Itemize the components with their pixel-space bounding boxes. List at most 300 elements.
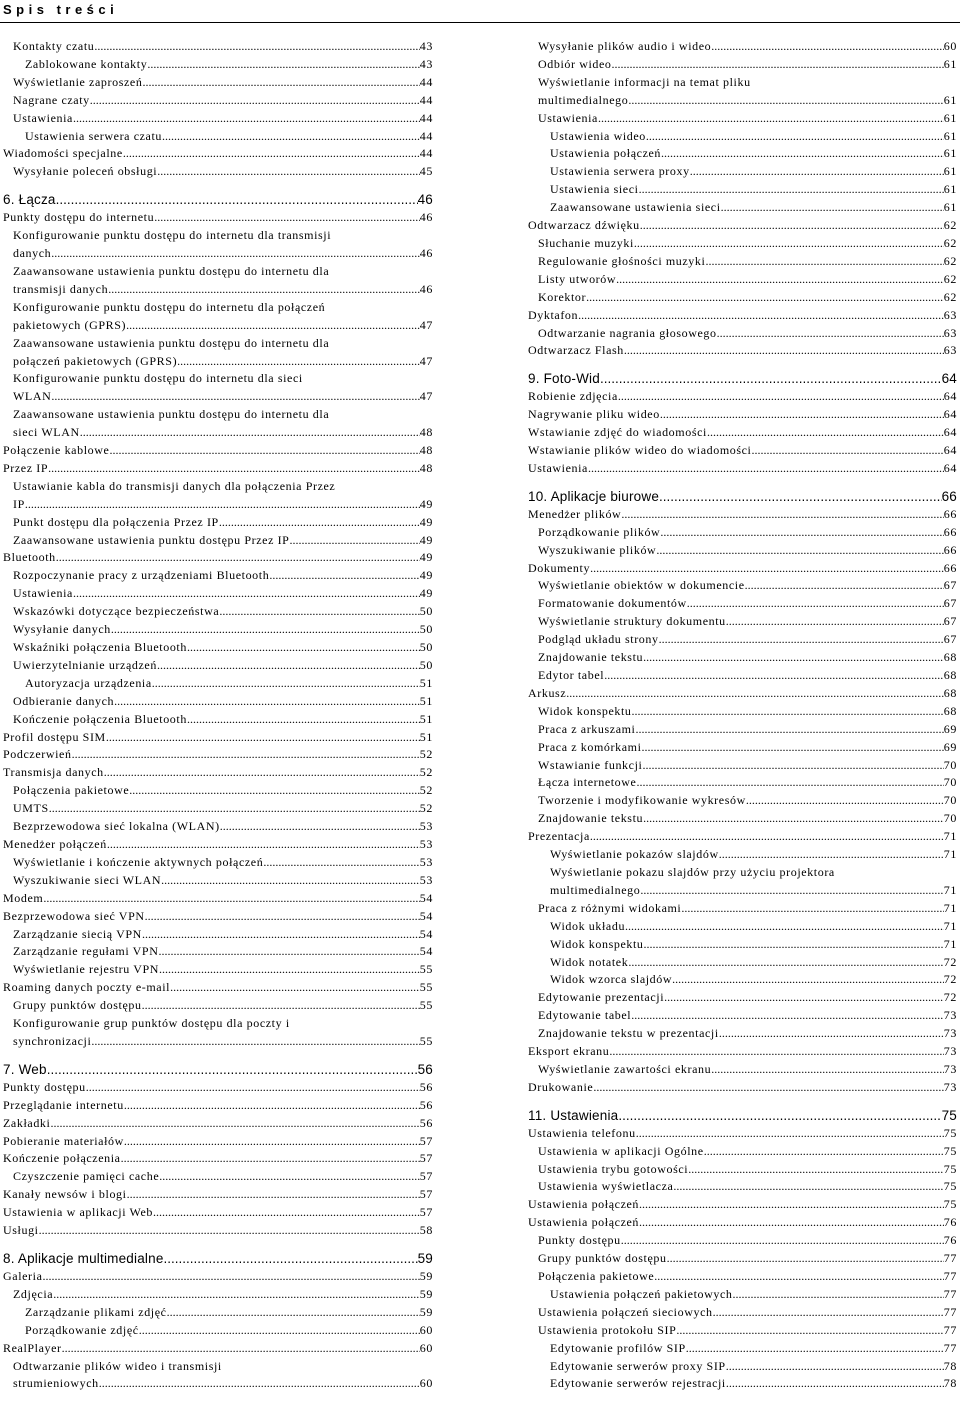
toc-entry[interactable] <box>528 1025 957 1043</box>
dot-leader <box>634 235 944 253</box>
toc-section-heading[interactable] <box>528 488 957 506</box>
toc-entry-title: Edytowanie prezentacji <box>538 990 665 1005</box>
toc-entry-title: Wstawianie plików wideo do wiadomości <box>528 443 752 458</box>
toc-page-number: 51 <box>419 693 433 708</box>
toc-page-number: 49 <box>419 550 433 565</box>
section-gap <box>3 1240 433 1250</box>
toc-page-number: 48 <box>419 443 433 458</box>
toc-entry[interactable] <box>528 1304 957 1322</box>
toc-entry-title: Wstawianie funkcji <box>538 757 643 772</box>
toc-entry[interactable] <box>528 542 957 560</box>
toc-entry[interactable] <box>3 1222 433 1240</box>
dot-leader <box>578 307 944 325</box>
toc-entry-title-continued: połączeń pakietowych (GPRS) <box>13 353 178 368</box>
toc-entry[interactable] <box>528 1196 957 1214</box>
toc-entry[interactable] <box>528 506 957 524</box>
toc-page-number: 44 <box>419 92 433 107</box>
dot-leader <box>673 1178 943 1196</box>
toc-entry-title: 7. Web <box>3 1061 47 1077</box>
toc-entry[interactable] <box>3 746 433 764</box>
dot-leader <box>590 560 944 578</box>
toc-page-number: 43 <box>419 39 433 53</box>
toc-entry[interactable] <box>528 424 957 442</box>
toc-entry[interactable] <box>528 1375 957 1393</box>
toc-entry[interactable] <box>3 1322 433 1340</box>
toc-entry[interactable] <box>528 631 957 649</box>
toc-entry[interactable] <box>528 1358 957 1376</box>
toc-entry[interactable] <box>528 721 957 739</box>
toc-page-number: 71 <box>943 918 957 933</box>
toc-entry-title: Zarządzanie regułami VPN <box>13 944 159 959</box>
dot-leader <box>705 253 943 271</box>
toc-entry[interactable] <box>3 603 433 621</box>
toc-page-number: 56 <box>419 1115 433 1130</box>
dot-leader <box>47 1061 418 1079</box>
dot-leader <box>159 961 420 979</box>
toc-entry-title: Galeria <box>3 1269 43 1283</box>
toc-entry-title: Zdjęcia <box>13 1286 54 1301</box>
toc-section-heading[interactable] <box>3 191 433 209</box>
dot-leader <box>639 181 944 199</box>
dot-leader <box>91 1033 419 1051</box>
toc-page-number: 61 <box>943 92 957 107</box>
toc-page-number: 69 <box>943 721 957 736</box>
toc-page-number: 49 <box>419 532 433 547</box>
toc-entry[interactable] <box>528 1007 957 1025</box>
toc-entry[interactable] <box>3 1079 433 1097</box>
dot-leader <box>142 74 419 92</box>
toc-entry[interactable] <box>3 657 433 675</box>
toc-page-number: 60 <box>943 39 957 53</box>
toc-entry[interactable] <box>528 560 957 578</box>
dot-leader <box>154 209 420 227</box>
toc-entry[interactable] <box>3 1340 433 1358</box>
toc-entry-title: Połączenie kablowe <box>3 443 110 458</box>
dot-leader <box>219 514 420 532</box>
toc-entry-title: Grupy punktów dostępu <box>538 1251 667 1266</box>
toc-entry[interactable] <box>3 145 433 163</box>
toc-entry[interactable] <box>3 460 433 478</box>
toc-page-number: 46 <box>417 192 433 208</box>
dot-leader <box>161 872 420 890</box>
toc-entry[interactable] <box>3 1115 433 1133</box>
toc-entry[interactable] <box>3 478 433 514</box>
dot-leader <box>646 128 944 146</box>
toc-entry-title: Grupy punktów dostępu <box>13 998 142 1013</box>
toc-entry-title: Autoryzacja urządzenia <box>25 675 152 690</box>
toc-entry-title: Porządkowanie zdjęć <box>25 1322 139 1337</box>
toc-entry[interactable] <box>528 145 957 163</box>
section-gap <box>528 360 957 370</box>
toc-entry[interactable] <box>3 1186 433 1204</box>
toc-page-number: 71 <box>943 829 957 844</box>
toc-entry[interactable] <box>3 1168 433 1186</box>
toc-entry-title: Odtwarzacz Flash <box>528 343 624 358</box>
dot-leader <box>621 506 943 524</box>
toc-page-number: 44 <box>419 74 433 89</box>
toc-entry-title-continued: WLAN <box>13 389 52 404</box>
toc-page-number: 60 <box>419 1322 433 1337</box>
toc-entry[interactable] <box>528 595 957 613</box>
toc-page-number: 73 <box>943 1079 957 1094</box>
toc-entry-title: Arkusz <box>528 685 567 700</box>
toc-page-number: 48 <box>419 460 433 475</box>
dot-leader <box>111 621 420 639</box>
toc-entry[interactable] <box>528 918 957 936</box>
toc-entry[interactable] <box>528 577 957 595</box>
toc-entry[interactable] <box>3 836 433 854</box>
toc-entry-title: Punkty dostępu <box>3 1079 86 1094</box>
toc-section-heading[interactable] <box>3 1250 433 1268</box>
toc-entry[interactable] <box>3 675 433 693</box>
header-divider <box>0 22 960 23</box>
dot-leader <box>187 711 420 729</box>
toc-entry-title: Kontakty czatu <box>13 39 95 53</box>
toc-page-number: 66 <box>943 542 957 557</box>
toc-entry-title: Znajdowanie tekstu <box>538 650 644 665</box>
dot-leader <box>164 1250 418 1268</box>
toc-entry-title: Bezprzewodowa sieć VPN <box>3 908 145 923</box>
toc-page-number: 44 <box>419 128 433 143</box>
toc-page-number: 68 <box>943 703 957 718</box>
toc-entry-title: Ustawienia serwera czatu <box>25 128 163 143</box>
toc-entry[interactable] <box>528 649 957 667</box>
dot-leader <box>643 649 944 667</box>
toc-entry[interactable] <box>528 989 957 1007</box>
toc-entry[interactable] <box>528 271 957 289</box>
toc-entry-title: UMTS <box>13 801 49 816</box>
toc-entry[interactable] <box>3 549 433 567</box>
toc-entry[interactable] <box>3 1150 433 1168</box>
dot-leader <box>177 353 420 371</box>
dot-leader <box>50 1115 419 1133</box>
toc-entry-title: Odbiór wideo <box>538 56 612 71</box>
toc-entry[interactable] <box>528 792 957 810</box>
toc-page-number: 53 <box>419 872 433 887</box>
toc-page-number: 55 <box>419 1033 433 1048</box>
toc-entry[interactable] <box>528 199 957 217</box>
toc-entry[interactable] <box>3 585 433 603</box>
toc-entry[interactable] <box>528 128 957 146</box>
toc-entry-title: Wyświetlanie zawartości ekranu <box>538 1061 712 1076</box>
toc-entry[interactable] <box>3 370 433 406</box>
toc-page-number: 71 <box>943 936 957 951</box>
toc-entry[interactable] <box>3 128 433 146</box>
toc-entry[interactable] <box>528 110 957 128</box>
toc-page-number: 57 <box>419 1187 433 1202</box>
toc-entry[interactable] <box>3 263 433 299</box>
toc-entry[interactable] <box>3 961 433 979</box>
dot-leader <box>39 1222 420 1240</box>
toc-entry[interactable] <box>3 1204 433 1222</box>
toc-entry-title: Konfigurowanie punktu dostępu do internetu dla połączeń <box>13 299 326 314</box>
toc-entry[interactable] <box>528 936 957 954</box>
toc-entry[interactable] <box>528 828 957 846</box>
toc-entry-title: 10. Aplikacje biurowe <box>528 488 660 504</box>
toc-entry[interactable] <box>528 181 957 199</box>
toc-entry[interactable] <box>528 900 957 918</box>
toc-page-number: 53 <box>419 836 433 851</box>
toc-entry-title: Roaming danych poczty e-mail <box>3 980 171 995</box>
toc-entry-title: Przez IP <box>3 460 49 475</box>
toc-page-number: 60 <box>419 1376 433 1391</box>
toc-entry-title: Transmisja danych <box>3 765 104 780</box>
toc-page-number: 49 <box>419 496 433 511</box>
toc-entry[interactable] <box>528 325 957 343</box>
toc-entry-title: Przeglądanie internetu <box>3 1097 124 1112</box>
toc-entry[interactable] <box>3 567 433 585</box>
toc-entry-title: Uwierzytelnianie urządzeń <box>13 657 157 672</box>
toc-entry-title: Kanały newsów i blogi <box>3 1187 127 1202</box>
toc-entry[interactable] <box>3 1286 433 1304</box>
toc-page-number: 52 <box>419 801 433 816</box>
toc-page-number: 76 <box>943 1215 957 1230</box>
toc-entry[interactable] <box>528 739 957 757</box>
toc-entry-title-continued: synchronizacji <box>13 1033 92 1048</box>
toc-entry[interactable] <box>3 110 433 128</box>
toc-entry[interactable] <box>528 217 957 235</box>
toc-entry[interactable] <box>528 289 957 307</box>
toc-entry[interactable] <box>3 908 433 926</box>
toc-entry-title: Punkt dostępu dla połączenia Przez IP <box>13 514 219 529</box>
dot-leader <box>51 388 419 406</box>
dot-leader <box>672 971 944 989</box>
toc-page-number: 68 <box>943 668 957 682</box>
toc-entry-title: Konfigurowanie punktu dostępu do internetu dla transmisji <box>13 228 332 243</box>
toc-entry-title: 11. Ustawienia <box>528 1107 619 1123</box>
toc-entry-title: Praca z komórkami <box>538 739 642 754</box>
toc-page-number: 54 <box>419 890 433 905</box>
toc-entry[interactable] <box>3 711 433 729</box>
toc-entry[interactable] <box>528 864 957 900</box>
toc-page-number: 71 <box>943 882 957 897</box>
toc-entry-title: Znajdowanie tekstu <box>538 811 644 826</box>
dot-leader <box>636 721 944 739</box>
dot-leader <box>90 92 420 110</box>
toc-entry[interactable] <box>528 406 957 424</box>
toc-entry[interactable] <box>3 1133 433 1151</box>
toc-page-number: 69 <box>943 739 957 754</box>
toc-entry[interactable] <box>528 757 957 775</box>
toc-column-right <box>528 38 957 1393</box>
toc-entry[interactable] <box>3 92 433 110</box>
toc-entry[interactable] <box>528 38 957 56</box>
toc-entry-title: Ustawienia w aplikacji Web <box>3 1205 154 1220</box>
toc-entry[interactable] <box>528 613 957 631</box>
toc-entry-title: Menedżer połączeń <box>3 836 107 851</box>
toc-entry[interactable] <box>528 307 957 325</box>
toc-entry[interactable] <box>3 1015 433 1051</box>
toc-entry-title: Porządkowanie plików <box>538 524 661 539</box>
toc-entry[interactable] <box>3 442 433 460</box>
toc-entry[interactable] <box>3 209 433 227</box>
toc-entry-title: Wyświetlanie pokazów slajdów <box>550 847 719 862</box>
toc-entry[interactable] <box>528 1322 957 1340</box>
toc-entry[interactable] <box>528 56 957 74</box>
toc-entry[interactable] <box>3 299 433 335</box>
toc-entry[interactable] <box>3 854 433 872</box>
toc-entry[interactable] <box>528 810 957 828</box>
dot-leader <box>108 281 420 299</box>
toc-page-number: 70 <box>943 793 957 808</box>
toc-page-number: 77 <box>943 1304 957 1319</box>
dot-leader <box>636 1125 944 1143</box>
toc-entry[interactable] <box>528 685 957 703</box>
toc-entry[interactable] <box>528 1340 957 1358</box>
toc-entry[interactable] <box>3 890 433 908</box>
dot-leader <box>145 908 420 926</box>
toc-entry[interactable] <box>3 1268 433 1286</box>
dot-leader <box>123 145 420 163</box>
toc-entry[interactable] <box>528 703 957 721</box>
toc-entry[interactable] <box>3 764 433 782</box>
toc-page-number: 61 <box>943 110 957 125</box>
toc-entry[interactable] <box>3 1358 433 1394</box>
toc-entry[interactable] <box>528 442 957 460</box>
toc-entry[interactable] <box>3 514 433 532</box>
toc-page-number: 66 <box>943 524 957 539</box>
dot-leader <box>220 818 420 836</box>
toc-entry-title: Konfigurowanie grup punktów dostępu dla poczty i <box>13 1016 290 1031</box>
toc-entry[interactable] <box>3 227 433 263</box>
toc-entry[interactable] <box>528 460 957 478</box>
toc-entry[interactable] <box>3 56 433 74</box>
toc-page-number: 77 <box>943 1269 957 1283</box>
section-gap <box>3 1051 433 1061</box>
toc-page-number: 50 <box>419 622 433 637</box>
toc-entry[interactable] <box>528 1079 957 1097</box>
toc-page-number: 78 <box>943 1358 957 1373</box>
toc-entry-title: Formatowanie dokumentów <box>538 596 687 611</box>
toc-entry[interactable] <box>3 532 433 550</box>
toc-entry[interactable] <box>3 782 433 800</box>
toc-page-number: 62 <box>943 235 957 250</box>
dot-leader <box>642 757 943 775</box>
dot-leader <box>704 1143 944 1161</box>
toc-page-number: 54 <box>419 926 433 941</box>
toc-entry[interactable] <box>3 693 433 711</box>
toc-entry[interactable] <box>528 954 957 972</box>
dot-leader <box>726 1375 944 1393</box>
toc-entry[interactable] <box>3 639 433 657</box>
dot-leader <box>53 1286 420 1304</box>
toc-entry[interactable] <box>528 667 957 685</box>
toc-entry-title-continued: pakietowych (GPRS) <box>13 317 127 332</box>
toc-entry[interactable] <box>3 335 433 371</box>
toc-column-left <box>3 38 433 1393</box>
dot-leader <box>170 979 420 997</box>
toc-section-heading[interactable] <box>3 1061 433 1079</box>
toc-entry-title: Ustawienia trybu gotowości <box>538 1161 689 1176</box>
toc-entry[interactable] <box>528 235 957 253</box>
toc-entry[interactable] <box>528 1061 957 1079</box>
toc-entry[interactable] <box>3 38 433 56</box>
toc-entry-title: Zaawansowane ustawienia punktu dostępu Przez IP <box>13 532 290 547</box>
toc-entry[interactable] <box>528 74 957 110</box>
toc-page-number: 44 <box>419 110 433 125</box>
toc-entry[interactable] <box>528 163 957 181</box>
dot-leader <box>660 406 944 424</box>
toc-entry-title: Ustawienia połączeń pakietowych <box>550 1286 733 1301</box>
toc-entry[interactable] <box>3 926 433 944</box>
toc-entry[interactable] <box>3 979 433 997</box>
toc-entry[interactable] <box>3 1304 433 1322</box>
toc-entry[interactable] <box>528 1178 957 1196</box>
dot-leader <box>73 110 420 128</box>
toc-entry[interactable] <box>3 943 433 961</box>
toc-entry[interactable] <box>528 1043 957 1061</box>
toc-entry-title: Ustawianie kabla do transmisji danych dla połączenia Przez <box>13 478 336 493</box>
toc-page-number: 47 <box>419 353 433 368</box>
toc-entry[interactable] <box>3 997 433 1015</box>
toc-section-heading[interactable] <box>528 1107 957 1125</box>
toc-page-number: 64 <box>941 371 957 387</box>
toc-entry[interactable] <box>3 621 433 639</box>
toc-page-number: 61 <box>943 164 957 179</box>
toc-entry[interactable] <box>3 406 433 442</box>
toc-entry-title: Pobieranie materiałów <box>3 1133 124 1148</box>
dot-leader <box>632 703 944 721</box>
dot-leader <box>124 1133 420 1151</box>
toc-entry[interactable] <box>3 1097 433 1115</box>
toc-entry[interactable] <box>3 729 433 747</box>
toc-entry[interactable] <box>528 1161 957 1179</box>
toc-page-number: 56 <box>419 1079 433 1094</box>
dot-leader <box>681 900 943 918</box>
toc-entry[interactable] <box>3 872 433 890</box>
toc-entry[interactable] <box>528 774 957 792</box>
dot-leader <box>157 657 420 675</box>
toc-entry[interactable] <box>3 163 433 181</box>
toc-page-number: 64 <box>943 443 957 458</box>
toc-entry-title: Zaawansowane ustawienia punktu dostępu do internetu dla <box>13 335 330 350</box>
toc-page-number: 52 <box>419 765 433 780</box>
dot-leader <box>616 271 944 289</box>
toc-entry[interactable] <box>528 1232 957 1250</box>
toc-entry[interactable] <box>528 1286 957 1304</box>
toc-entry[interactable] <box>528 342 957 360</box>
toc-entry[interactable] <box>3 74 433 92</box>
toc-entry[interactable] <box>528 1250 957 1268</box>
toc-page-number: 71 <box>943 847 957 862</box>
toc-entry-title: Widok układu <box>550 918 626 933</box>
dot-leader <box>72 746 420 764</box>
toc-entry[interactable] <box>528 846 957 864</box>
toc-entry[interactable] <box>528 971 957 989</box>
toc-entry[interactable] <box>528 1268 957 1286</box>
dot-leader <box>62 1340 420 1358</box>
toc-page-number: 70 <box>943 775 957 790</box>
toc-entry-title: Ustawienia wideo <box>550 128 646 143</box>
dot-leader <box>661 145 944 163</box>
toc-entry[interactable] <box>528 1125 957 1143</box>
toc-entry-title: Znajdowanie tekstu w prezentacji <box>538 1026 719 1041</box>
toc-entry[interactable] <box>528 388 957 406</box>
toc-entry[interactable] <box>3 818 433 836</box>
toc-section-heading[interactable] <box>528 370 957 388</box>
dot-leader <box>99 1375 420 1393</box>
toc-page-number: 68 <box>943 650 957 665</box>
toc-entry[interactable] <box>528 1143 957 1161</box>
toc-page-number: 70 <box>943 811 957 826</box>
toc-page-number: 55 <box>419 980 433 995</box>
dot-leader <box>642 739 944 757</box>
toc-entry[interactable] <box>528 253 957 271</box>
toc-entry-title: Robienie zdjęcia <box>528 389 618 404</box>
toc-entry[interactable] <box>3 800 433 818</box>
toc-entry[interactable] <box>528 1214 957 1232</box>
toc-entry[interactable] <box>528 524 957 542</box>
